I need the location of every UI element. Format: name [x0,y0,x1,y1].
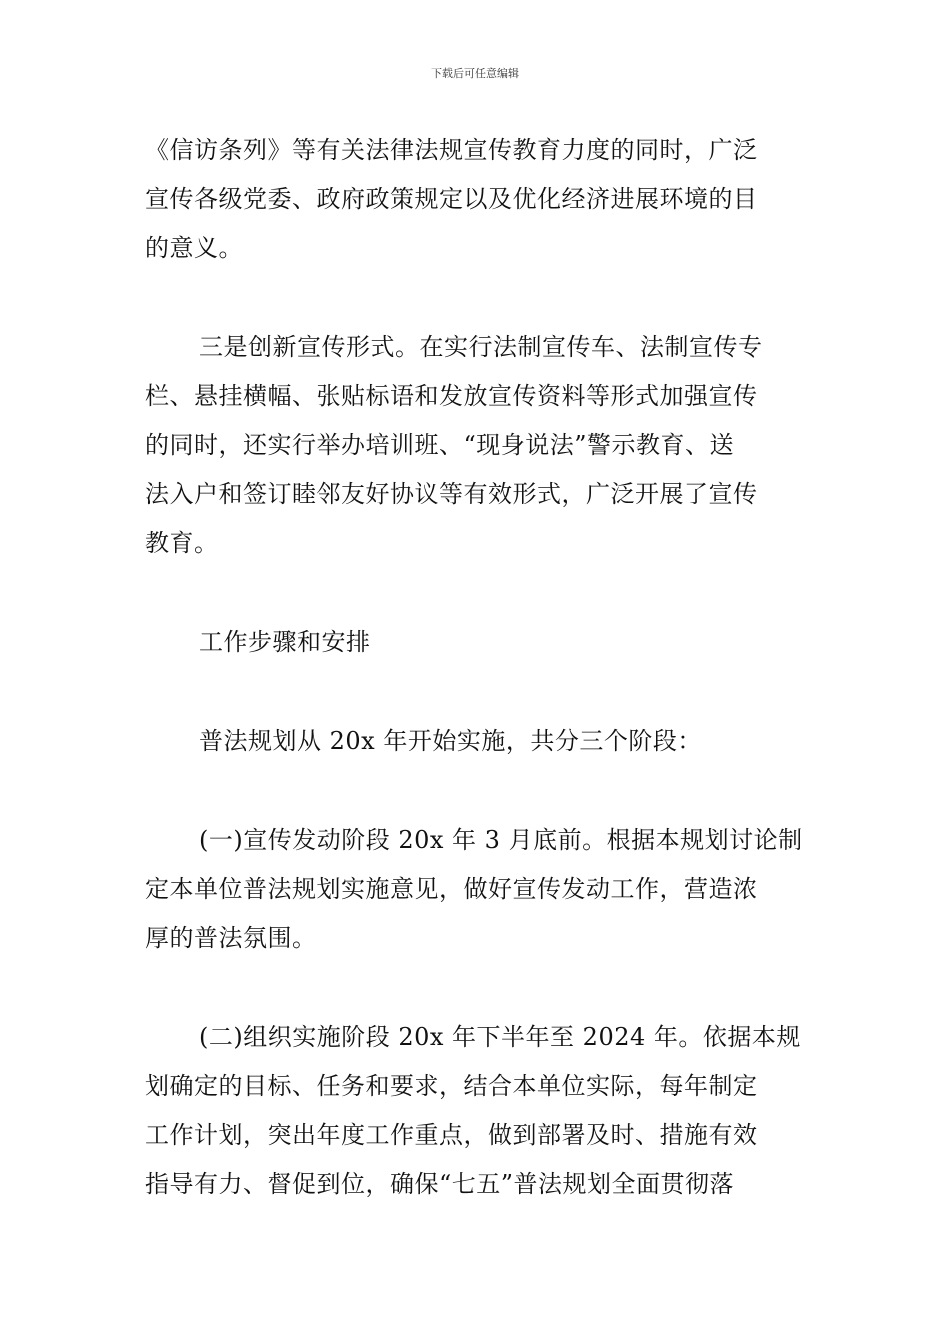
text-line: 《信访条列》等有关法律法规宣传教育力度的同时，广泛 [145,136,758,164]
page-header-note: 下载后可任意编辑 [431,67,519,80]
paragraph-stage-one [145,816,811,963]
section-heading: 工作步骤和安排 [199,628,371,656]
text-line: (二)组织实施阶段 20x 年下半年至 2024 年。依据本规 [199,1023,801,1051]
text-line: 宣传各级党委、政府政策规定以及优化经济进展环境的目 [145,185,758,213]
document-body [145,126,811,1209]
text-line: 三是创新宣传形式。在实行法制宣传车、法制宣传专 [199,333,763,361]
text-line: 的同时，还实行举办培训班、“现身说法”警示教育、送 [145,431,735,459]
text-line: 厚的普法氛围。 [145,924,317,952]
paragraph-plan-intro [145,717,811,766]
text-line: 划确定的目标、任务和要求，结合本单位实际，每年制定 [145,1072,758,1100]
text-line: 法入户和签订睦邻友好协议等有效形式，广泛开展了宣传 [145,480,758,508]
text-line: 指导有力、督促到位，确保“七五”普法规划全面贯彻落 [145,1170,735,1198]
text-line: 栏、悬挂横幅、张贴标语和发放宣传资料等形式加强宣传 [145,382,758,410]
paragraph-stage-two [145,1013,811,1209]
text-line: (一)宣传发动阶段 20x 年 3 月底前。根据本规划讨论制 [199,826,803,854]
paragraph-innovation [145,323,811,568]
text-line: 教育。 [145,529,219,557]
text-line: 普法规划从 20x 年开始实施，共分三个阶段： [199,727,702,755]
paragraph-section-heading [145,618,811,667]
paragraph-continuation [145,126,811,273]
text-line: 定本单位普法规划实施意见，做好宣传发动工作，营造浓 [145,875,758,903]
text-line: 的意义。 [145,234,243,262]
text-line: 工作计划，突出年度工作重点，做到部署及时、措施有效 [145,1121,758,1149]
